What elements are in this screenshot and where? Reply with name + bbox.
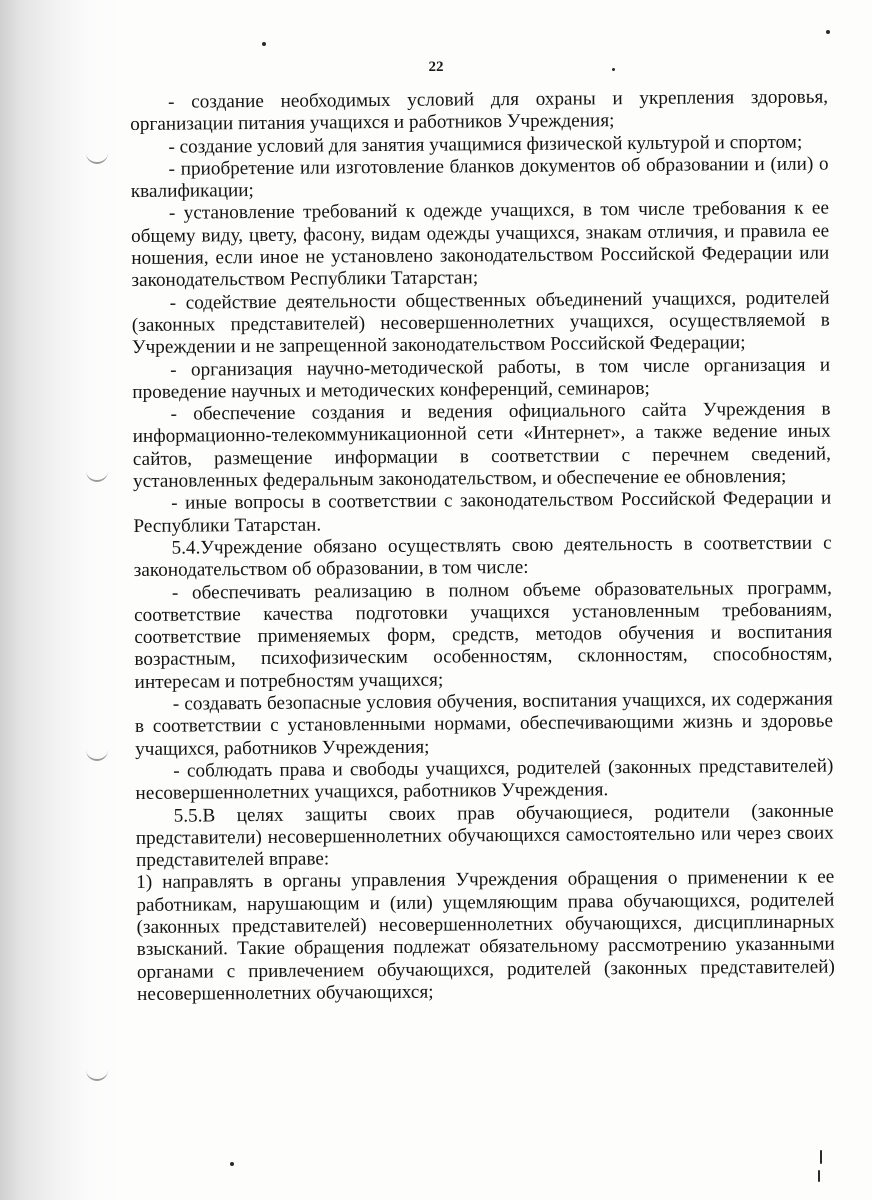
paragraph: - приобретение или изготовление бланков документов об образовании и (или) о квалификации;	[130, 153, 829, 203]
body-text	[130, 87, 835, 1007]
paragraph: - создание условий для занятия учащимися физической культурой и спортом;	[168, 131, 803, 158]
paragraph: - иные вопросы в соответствии с законодательством Российской Федерации и Республики Татарстан.	[133, 487, 832, 537]
paragraph: - создавать безопасные условия обучения, воспитания учащихся, их содержания в соответствии с установленными нормами, обеспечивающими жизнь и здоровье учащихся, работников Учреждения;	[134, 688, 834, 760]
paragraph: - организация научно-методической работы, в том числе организация и проведение научных и методических конференций, семинаров;	[132, 354, 831, 403]
section-paragraph: 5.5.В целях защиты своих прав обучающиеся, родители (законные представители) несовершеннолетних обучающихся самостоятельно или через своих представителей вправе:	[135, 799, 834, 872]
page-number: 22	[428, 59, 444, 75]
scan-speck	[826, 30, 830, 34]
paragraph: - обеспечивать реализацию в полном объеме образовательных программ, соответствие качества подготовки учащихся установленным требованиям, соответствие применяемых форм, средств, методов обучения и воспитания возрастным, психофизическим особенностям, склонностям, способностям, интересам и потребностям учащихся;	[134, 577, 833, 693]
scan-speck	[818, 1170, 820, 1182]
scan-speck	[230, 1162, 234, 1166]
section-paragraph: 5.4.Учреждение обязано осуществлять свою деятельность в соответствии с законодательством об образовании, в том числе:	[133, 532, 832, 582]
scan-speck	[820, 1150, 822, 1164]
paragraph: - соблюдать права и свободы учащихся, родителей (законных представителей) несовершеннолетних учащихся, работников Учреждения.	[135, 755, 834, 805]
scan-speck	[262, 42, 266, 46]
paragraph: - создание необходимых условий для охраны и укрепления здоровья, организации питания учащихся и работников Учреждения;	[130, 86, 829, 136]
numbered-paragraph: 1) направлять в органы управления Учреждения обращения о применении к ее работникам, нарушающим и (или) ущемляющим права обучающихся, родителей (законных представителей) несовершеннолетних обучающихся, дисциплинарных взысканий. Такие обращения подлежат обязательному рассмотрению указанными органами с привлечением обучающихся, родителей (законных представителей) несовершеннолетних обучающихся;	[136, 866, 835, 1005]
paragraph: - установление требований к одежде учащихся, в том числе требования к ее общему виду, цвету, фасону, видам одежды учащихся, знакам отличия, и правила ее ношения, если иное не установлено законодательством Российской Федерации или законодательством Республики Татарстан;	[131, 197, 830, 292]
paragraph: - содействие деятельности общественных объединений учащихся, родителей (законных представителей) несовершеннолетних учащихся, осуществляемой в Учреждении и не запрещенной законодательством Российской Федерации;	[131, 287, 830, 359]
binding-shadow	[0, 0, 120, 1200]
paragraph: - обеспечение создания и ведения официального сайта Учреждения в информационно-телекоммуникационной сети «Интернет», а также ведение иных сайтов, размещение информации в соответствии с перечнем сведений, установленных федеральным законодательством, и обеспечение ее обновления;	[132, 398, 831, 493]
